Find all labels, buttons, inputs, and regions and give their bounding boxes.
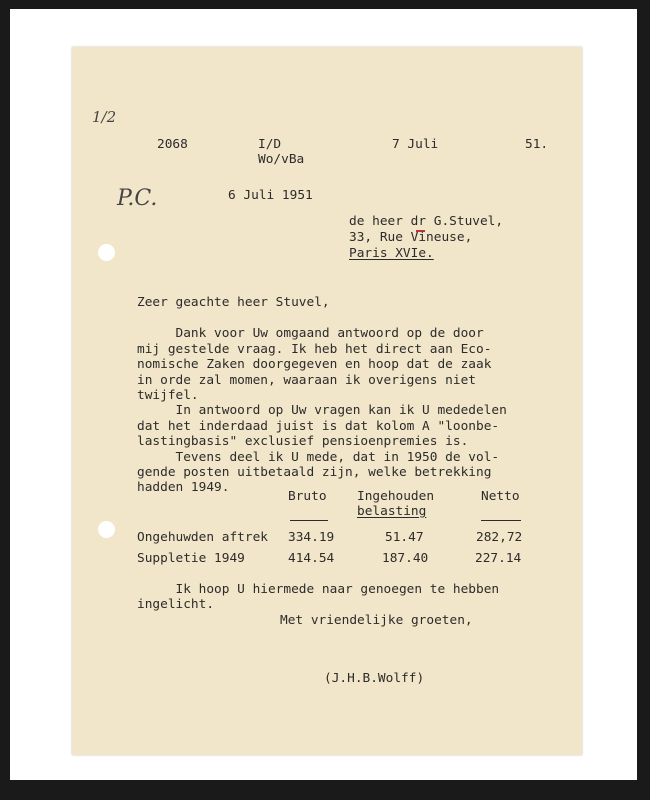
body-line: in orde zal momen, waaraan ik overigens niet xyxy=(137,373,476,388)
table-cell-netto: 227.14 xyxy=(475,551,522,566)
column-header-ingehouden: Ingehouden xyxy=(357,489,435,504)
punch-hole-bottom xyxy=(98,521,115,538)
column-header-bruto: Bruto xyxy=(288,489,327,504)
closing-line: Ik hoop U hiermede naar genoegen te hebben xyxy=(137,582,500,597)
body-line: In antwoord op Uw vragen kan ik U mededelen xyxy=(137,403,507,418)
netto-underline xyxy=(481,520,521,521)
body-line: dat het inderdaad juist is dat kolom A "loonbe- xyxy=(137,419,500,434)
salutation: Zeer geachte heer Stuvel, xyxy=(137,295,330,310)
column-header-netto: Netto xyxy=(481,489,520,504)
body-line: mij gestelde vraag. Ik heb het direct aan Eco- xyxy=(137,342,492,357)
table-cell-netto: 282,72 xyxy=(476,530,523,545)
page-mark-handwritten: 1/2 xyxy=(92,108,117,126)
body-line: Tevens deel ik U mede, dat in 1950 de vol- xyxy=(137,450,500,465)
closing-line: ingelicht. xyxy=(137,597,215,612)
reference-line-1: I/D xyxy=(258,137,282,152)
table-cell-ingehouden: 187.40 xyxy=(382,551,429,566)
punch-hole-top xyxy=(98,244,115,261)
signature: (J.H.B.Wolff) xyxy=(324,671,425,686)
recipient-line-3: Paris XVIe. xyxy=(349,246,434,261)
table-cell-ingehouden: 51.47 xyxy=(385,530,424,545)
header-date: 7 Juli xyxy=(392,137,439,152)
bruto-underline xyxy=(290,520,328,521)
body-line: Dank voor Uw omgaand antwoord op de door xyxy=(137,326,484,341)
body-line: gende posten uitbetaald zijn, welke betrekking xyxy=(137,465,492,480)
table-cell-bruto: 334.19 xyxy=(288,530,335,545)
recipient-line-2: 33, Rue Vineuse, xyxy=(349,230,473,245)
body-line: twijfel. xyxy=(137,388,199,403)
letter-date: 6 Juli 1951 xyxy=(228,188,313,203)
body-line: hadden 1949. xyxy=(137,480,230,495)
file-number: 2068 xyxy=(157,137,188,152)
table-row-label: Ongehuwden aftrek xyxy=(137,530,268,545)
initials-handwritten: P.C. xyxy=(117,186,158,211)
reference-line-2: Wo/vBa xyxy=(258,152,305,167)
body-line: lastingbasis" exclusief pensioenpremies is. xyxy=(137,434,469,449)
table-row-label: Suppletie 1949 xyxy=(137,551,245,566)
header-year: 51. xyxy=(525,137,549,152)
body-line: nomische Zaken doorgegeven en hoop dat de zaak xyxy=(137,357,492,372)
table-cell-bruto: 414.54 xyxy=(288,551,335,566)
recipient-line-1: de heer dr G.Stuvel, xyxy=(349,214,504,229)
column-header-belasting: belasting xyxy=(357,504,427,519)
greeting: Met vriendelijke groeten, xyxy=(280,613,473,628)
